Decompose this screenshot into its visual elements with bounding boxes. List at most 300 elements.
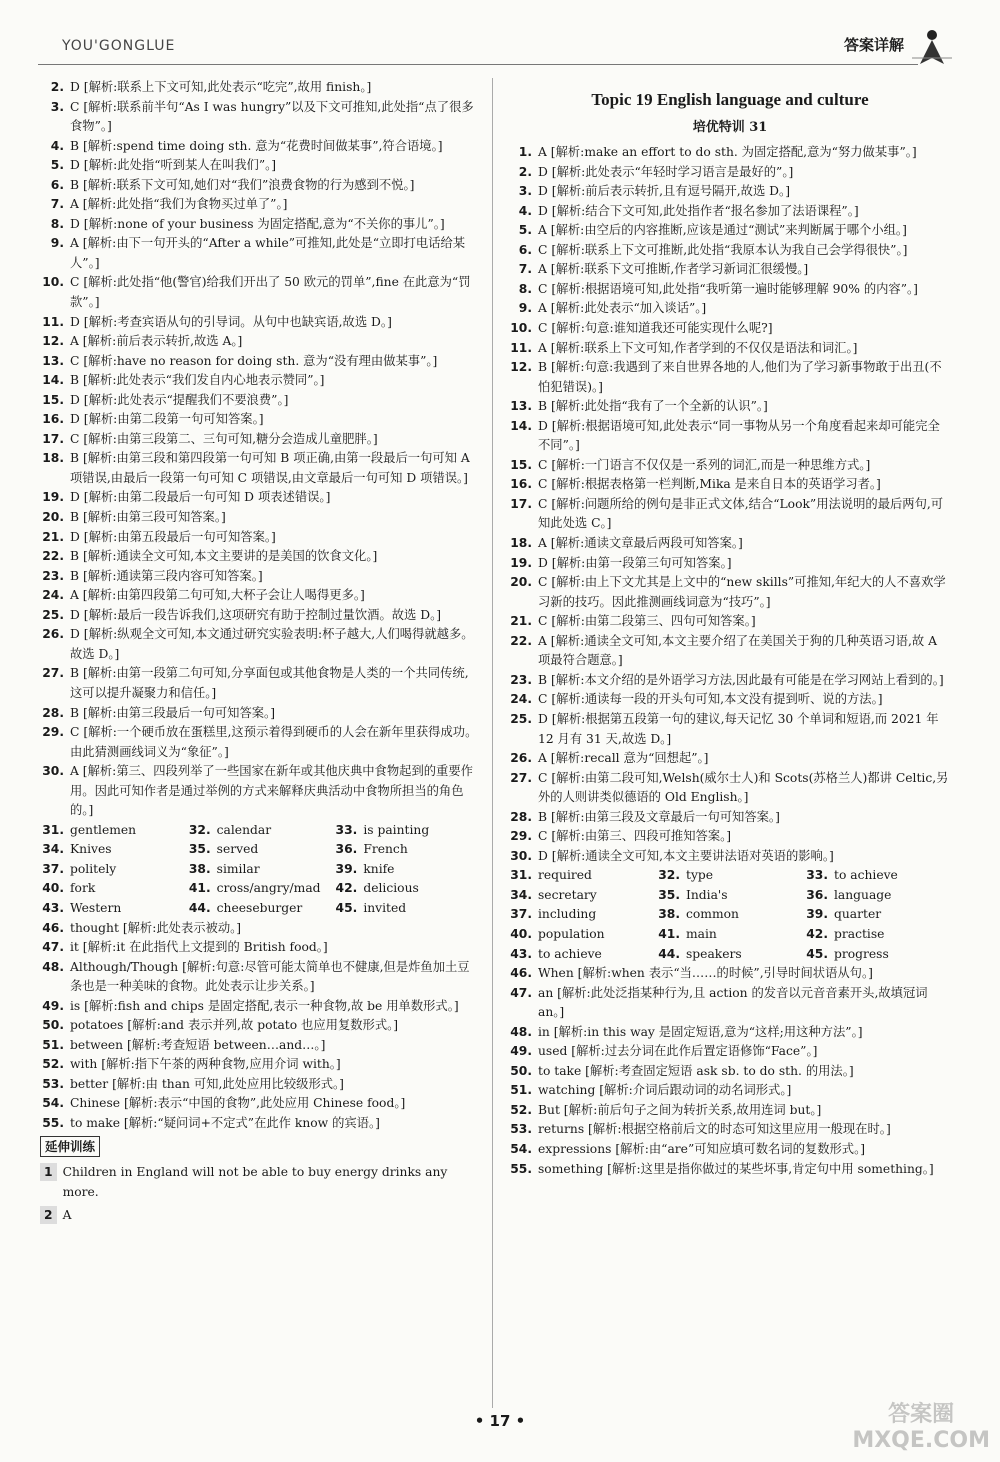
answer-number: 8. [518,281,532,296]
word-answer [508,886,656,906]
answer-word: fork [70,881,96,896]
answer-item [508,260,952,280]
answer-text: D [解析:此处表示“提醒我们不要浪费”。] [70,392,289,407]
extension-text: A [62,1208,72,1223]
answer-number: 26. [510,751,532,766]
answer-item [40,488,480,508]
answer-number: 51. [510,1083,532,1098]
column-divider [492,78,493,1408]
answer-number: 9. [50,236,64,251]
answer-item [508,690,952,710]
word-answer [508,866,656,886]
answer-number: 16. [42,412,64,427]
answer-word: invited [363,900,407,915]
answer-word: knife [363,861,395,876]
answer-number: 14. [42,373,64,388]
answer-number: 34. [42,842,64,857]
answer-number: 16. [510,477,532,492]
word-answer [40,860,187,880]
mascot-icon [912,28,952,68]
answer-number: 44. [658,946,680,961]
answer-item [40,156,480,176]
answer-number: 22. [42,549,64,564]
answer-item [508,534,952,554]
answer-text: A [解析:recall 意为“回想起”。] [538,751,709,766]
answer-number: 12. [510,360,532,375]
answer-text: A [解析:前后表示转折,故选 A。] [70,334,243,349]
answer-number: 6. [518,242,532,257]
answer-text: C [解析:句意:谁知道我还可能实现什么呢?] [538,321,773,336]
answer-number: 38. [658,907,680,922]
answer-number: 5. [50,158,64,173]
answer-text: D [解析:根据第五段第一句的建议,每天记忆 30 个单词和短语,而 2021 年 12 月有 31 天,故选 D。] [538,711,939,746]
answer-word: politely [70,861,117,876]
answer-word: speakers [686,946,742,961]
answer-number: 33. [806,868,828,883]
answer-text: A [解析:通读全文可知,本文主要介绍了在美国关于狗的几种英语习语,故 A 项最符合题意。] [538,633,937,668]
answer-number: 5. [518,223,532,238]
answer-number: 44. [188,900,211,915]
answer-word: population [538,926,605,941]
answer-number: 36. [335,842,358,857]
answer-number: 49. [510,1044,532,1059]
answer-number: 21. [42,529,64,544]
answer-item [40,195,480,215]
answer-item [40,567,480,587]
right-answer-list-2 [508,964,952,1179]
answer-text: C [解析:根据表格第一栏判断,Mika 是来自日本的英语学习者。] [538,477,881,492]
answer-text: C [解析:have no reason for doing sth. 意为“没有理由做某事”。] [70,353,438,368]
answer-item [40,78,480,98]
answer-item [508,1023,952,1043]
answer-item [508,241,952,261]
page-number: • 17 • [474,1412,526,1430]
answer-text: better [解析:由 than 可知,此处应用比较级形式。] [70,1076,344,1091]
answer-text: is [解析:fish and chips 是固定搭配,表示一种食物,故 be 用单数形式。] [70,998,459,1013]
left-column [40,78,480,1230]
answer-number: 23. [42,568,64,583]
word-answer [804,905,952,925]
answer-text: C [解析:由第三段第二、三句可知,糖分会造成儿童肥胖。] [70,431,378,446]
answer-item [508,280,952,300]
answer-item [508,710,952,749]
answer-number: 50. [510,1063,532,1078]
answer-number: 55. [42,1115,64,1130]
word-answer [508,925,656,945]
answer-item [508,495,952,534]
answer-text: B [解析:由第三段及文章最后一句可知答案。] [538,809,780,824]
answer-text: D [解析:由第一段第三句可知答案。] [538,555,732,570]
answer-number: 13. [510,399,532,414]
word-answer [40,821,187,841]
answer-number: 52. [42,1057,64,1072]
answer-word: main [686,926,717,941]
answer-item [40,430,480,450]
answer-text: between [解析:考查短语 between…and…。] [70,1037,326,1052]
answer-number: 36. [806,887,828,902]
answer-word: to achieve [834,868,898,883]
answer-word: Knives [70,842,112,857]
answer-item [508,1101,952,1121]
answer-item [40,1114,480,1134]
extension-item [40,1163,480,1202]
answer-item [508,163,952,183]
answer-text: D [解析:此处指“听到某人在叫我们”。] [70,158,277,173]
answer-number: 41. [188,881,211,896]
answer-number: 28. [42,705,64,720]
answer-text: C [解析:由第二段可知,Welsh(威尔士人)和 Scots(苏格兰人)都讲 Celtic,另外的人则讲类似德语的 Old English。] [538,770,949,805]
answer-number: 11. [42,314,64,329]
left-answer-list-2 [40,919,480,1134]
answer-item [508,632,952,671]
answer-number: 40. [510,926,532,941]
answer-text: D [解析:由第二段最后一句可知 D 项表述错误。] [70,490,331,505]
answer-number: 30. [510,848,532,863]
answer-text: watching [解析:介词后跟动词的动名词形式。] [538,1083,792,1098]
word-answer [187,899,334,919]
answer-item [508,612,952,632]
answer-number: 25. [42,607,64,622]
answer-item [40,449,480,488]
answer-number: 43. [42,900,64,915]
answer-word: practise [834,926,885,941]
answer-text: A [解析:由第四段第二句可知,大杯子会让人喝得更多。] [70,588,365,603]
extension-list [40,1163,480,1226]
answer-number: 8. [50,216,64,231]
answer-text: B [解析:本文介绍的是外语学习方法,因此最有可能是在学习网站上看到的。] [538,672,944,687]
word-answer [40,879,187,899]
answer-text: C [解析:联系上下文可推断,此处指“我原本认为我自己会学得很快”。] [538,242,908,257]
answer-text: D [解析:联系上下文可知,此处表示“吃完”,故用 finish。] [70,80,372,94]
answer-text: When [解析:when 表示“当……的时候”,引导时间状语从句。] [538,966,873,981]
answer-text: D [解析:前后表示转折,且有逗号隔开,故选 D。] [538,184,790,199]
answer-number: 51. [42,1037,64,1052]
right-answer-list [508,143,952,866]
answer-number: 4. [518,203,532,218]
answer-number: 52. [510,1102,532,1117]
watermark-line-1: 答案圈 [888,1402,955,1427]
answer-item [508,573,952,612]
answer-number: 26. [42,627,64,642]
answer-number: 31. [42,822,64,837]
answer-item [40,313,480,333]
answer-text: with [解析:指下午茶的两种食物,应用介词 with。] [70,1057,341,1072]
answer-text: D [解析:none of your business 为固定搭配,意为“不关你的事儿”。] [70,216,445,231]
answer-text: C [解析:一个硬币放在蛋糕里,这预示着得到硬币的人会在新年里获得成功。由此猜测画线词义为“象征”。] [70,725,478,759]
left-word-grid [40,821,480,919]
answer-number: 29. [42,725,64,740]
answer-text: Although/Though [解析:句意:尽管可能太简单也不健康,但是炸鱼加土豆条也是一种美味的食物。此处表示让步关系。] [70,959,470,994]
answer-text: C [解析:由第三、四段可推知答案。] [538,829,732,844]
answer-text: D [解析:最后一段告诉我们,这项研究有助于控制过量饮酒。故选 D。] [70,607,442,622]
answer-word: Western [70,900,122,915]
answer-item [508,456,952,476]
answer-item [508,847,952,867]
answer-number: 54. [42,1096,64,1111]
answer-text: B [解析:spend time doing sth. 意为“花费时间做某事”,符合语境。] [70,138,443,153]
answer-number: 3. [50,99,64,114]
answer-item [40,625,480,664]
watermark-line-2: MXQE.COM [852,1428,990,1453]
answer-item [40,1075,480,1095]
brand-name: YOU'GONGLUE [62,38,176,54]
answer-text: A [解析:make an effort to do sth. 为固定搭配,意为“努力做某事”。] [538,145,917,160]
answer-number: 40. [42,881,64,896]
answer-text: used [解析:过去分词在此作后置定语修饰“Face”。] [538,1044,818,1059]
answer-item [508,554,952,574]
answer-word: similar [216,861,260,876]
answer-item [40,234,480,273]
answer-item [508,769,952,808]
answer-text: to make [解析:“疑问词+不定式”在此作 know 的宾语。] [70,1115,380,1130]
answer-item [40,586,480,606]
word-answer [40,899,187,919]
answer-text: D [解析:考查宾语从句的引导词。从句中也缺宾语,故选 D。] [70,314,392,329]
section-subtitle: 培优特训 31 [692,119,768,135]
answer-item [40,176,480,196]
answer-number: 10. [42,275,64,290]
answer-number: 47. [42,940,64,955]
answer-text: B [解析:由第三段可知答案。] [70,510,226,525]
answer-number: 11. [510,340,532,355]
answer-item [508,397,952,417]
answer-text: B [解析:此处表示“我们发自内心地表示赞同”。] [70,373,325,388]
answer-word: delicious [363,881,419,896]
answer-number: 3. [518,184,532,199]
answer-item [508,339,952,359]
answer-word: is painting [363,822,430,837]
answer-item [40,215,480,235]
answer-number: 45. [806,946,828,961]
answer-item [508,358,952,397]
answer-number: 37. [42,861,64,876]
answer-text: B [解析:句意:我遇到了来自世界各地的人,他们为了学习新事物敢于出丑(不怕犯错误)。] [538,360,942,394]
answer-number: 54. [510,1141,532,1156]
word-answer [333,840,480,860]
answer-word: India's [686,887,728,902]
answer-item [40,547,480,567]
answer-number: 1. [518,145,532,160]
answer-number: 32. [188,822,211,837]
answer-number: 41. [658,926,680,941]
answer-number: 39. [806,907,828,922]
answer-text: Chinese [解析:表示“中国的食物”,此处应用 Chinese food。] [70,1096,406,1111]
extension-text: Children in England will not be able to buy energy drinks any more. [62,1165,448,1199]
answer-number: 12. [42,334,64,349]
word-answer [333,821,480,841]
answer-item [40,273,480,312]
answer-word: including [538,907,597,922]
answer-number: 32. [658,868,680,883]
answer-number: 2. [50,80,64,94]
answer-item [40,352,480,372]
topic-title: Topic 19 English language and culture [591,90,869,109]
left-answer-list [40,78,480,821]
answer-number: 17. [42,431,64,446]
answer-number: 7. [518,262,532,277]
word-answer [508,945,656,965]
word-answer [656,945,804,965]
answer-text: C [解析:此处指“他(警官)给我们开出了 50 欧元的罚单”,fine 在此意为“罚款”。] [70,275,471,310]
answer-number: 9. [518,301,532,316]
word-answer [656,905,804,925]
answer-text: in [解析:in this way 是固定短语,意为“这样;用这种方法”。] [538,1024,863,1039]
answer-text: B [解析:通读全文可知,本文主要讲的是美国的饮食文化。] [70,549,378,564]
answer-text: A [解析:通读文章最后两段可知答案。] [538,536,743,551]
answer-item [508,1042,952,1062]
watermark [852,1402,990,1454]
answer-item [508,319,952,339]
answer-word: cheeseburger [216,900,303,915]
answer-number: 24. [510,692,532,707]
answer-text: But [解析:前后句子之间为转折关系,故用连词 but。] [538,1102,822,1117]
answer-number: 10. [510,321,532,336]
answer-text: B [解析:由第一段第二句可知,分享面包或其他食物是人类的一个共同传统,这可以提升凝聚力和信任。] [70,666,469,700]
answer-item [40,704,480,724]
answer-text: something [解析:这里是指你做过的某些坏事,肯定句中用 something。] [538,1161,934,1176]
answer-text: A [解析:第三、四段列举了一些国家在新年或其他庆典中食物起到的重要作用。因此可知作者是通过举例的方式来解释庆典活动中食物所担当的角色的。] [70,764,473,818]
answer-text: B [解析:联系下文可知,她们对“我们”浪费食物的行为感到不悦。] [70,177,415,192]
answer-text: A [解析:此处表示“加入谈话”。] [538,301,707,316]
answer-number: 18. [42,451,64,466]
answer-number: 6. [50,177,64,192]
answer-item [40,606,480,626]
answer-number: 53. [510,1122,532,1137]
answer-item [40,1016,480,1036]
answer-number: 27. [510,770,532,785]
answer-item [40,508,480,528]
answer-number: 15. [42,392,64,407]
word-answer [656,925,804,945]
answer-item [508,1140,952,1160]
answer-item [40,410,480,430]
word-answer [333,879,480,899]
answer-number: 13. [42,353,64,368]
answer-item [508,221,952,241]
answer-item [508,417,952,456]
word-answer [804,866,952,886]
answer-number: 15. [510,457,532,472]
answer-number: 55. [510,1161,532,1176]
header-rule [38,64,918,65]
answer-text: D [解析:此处表示“年轻时学习语言是最好的”。] [538,164,794,179]
word-answer [656,866,804,886]
answer-text: expressions [解析:由“are”可知应填可数名词的复数形式。] [538,1141,866,1156]
answer-word: common [686,907,739,922]
answer-item [40,762,480,821]
answer-text: C [解析:通读每一段的开头句可知,本文没有提到听、说的方法。] [538,692,883,707]
answer-item [508,827,952,847]
answer-number: 47. [510,985,532,1000]
section-title: 答案详解 [843,36,904,54]
answer-word: language [834,887,892,902]
answer-number: 24. [42,588,64,603]
word-answer [804,925,952,945]
answer-number: 33. [335,822,358,837]
answer-item [508,299,952,319]
answer-text: B [解析:由第三段和第四段第一句可知 B 项正确,由第一段最后一句可知 A 项错误,由最后一段第一句可知 C 项错误,由文章最后一句可知 D 项错误。] [70,451,470,485]
answer-number: 17. [510,496,532,511]
answer-item [508,749,952,769]
answer-number: 50. [42,1018,64,1033]
extension-number: 2 [40,1206,57,1224]
answer-text: D [解析:由第五段最后一句可知答案。] [70,529,276,544]
answer-number: 21. [510,614,532,629]
word-answer [656,886,804,906]
answer-text: A [解析:由下一句开头的“After a while”可推知,此处是“立即打电话给某人”。] [70,236,466,270]
answer-item [40,332,480,352]
answer-text: potatoes [解析:and 表示并列,故 potato 也应用复数形式。] [70,1018,399,1033]
answer-item [40,391,480,411]
answer-number: 35. [188,842,211,857]
answer-text: D [解析:纵观全文可知,本文通过研究实验表明:杯子越大,人们喝得就越多。故选 D。] [70,627,474,661]
answer-number: 19. [510,555,532,570]
answer-number: 23. [510,672,532,687]
answer-number: 14. [510,418,532,433]
answer-text: an [解析:此处泛指某种行为,且 action 的发音以元音音素开头,故填冠词 an。] [538,985,928,1020]
answer-text: A [解析:联系上下文可知,作者学到的不仅仅是语法和词汇。] [538,340,858,355]
answer-number: 48. [42,959,64,974]
answer-text: D [解析:由第二段第一句可知答案。] [70,412,264,427]
answer-word: progress [834,946,889,961]
word-answer [804,945,952,965]
word-answer [804,886,952,906]
answer-number: 34. [510,887,532,902]
answer-number: 46. [510,966,532,981]
answer-number: 4. [50,138,64,153]
word-answer [508,905,656,925]
answer-item [508,1160,952,1180]
answer-word: calendar [216,822,272,837]
answer-number: 30. [42,764,64,779]
answer-number: 2. [518,164,532,179]
answer-item [508,475,952,495]
answer-item [40,997,480,1017]
answer-number: 20. [42,510,64,525]
answer-number: 18. [510,536,532,551]
answer-item [40,938,480,958]
answer-text: to take [解析:考查固定短语 ask sb. to do sth. 的用法。] [538,1063,854,1078]
answer-word: French [363,842,408,857]
answer-number: 38. [188,861,211,876]
answer-number: 49. [42,998,64,1013]
answer-text: D [解析:根据语境可知,此处表示“同一事物从另一个角度看起来却可能完全不同”。] [538,418,940,453]
answer-text: D [解析:通读全文可知,本文主要讲法语对英语的影响。] [538,848,834,863]
answer-number: 39. [335,861,358,876]
answer-number: 43. [510,946,532,961]
word-answer [187,860,334,880]
answer-item [40,1036,480,1056]
answer-item [508,808,952,828]
answer-text: it [解析:it 在此指代上文提到的 British food。] [70,940,328,955]
answer-number: 25. [510,711,532,726]
answer-item [508,1062,952,1082]
answer-number: 29. [510,829,532,844]
word-answer [187,879,334,899]
answer-word: type [686,868,714,883]
word-answer [187,840,334,860]
answer-item [40,137,480,157]
answer-text: B [解析:通读第三段内容可知答案。] [70,568,263,583]
answer-item [40,1055,480,1075]
answer-text: A [解析:联系下文可推断,作者学习新词汇很缓慢。] [538,262,809,277]
answer-number: 35. [658,887,680,902]
answer-text: B [解析:由第三段最后一句可知答案。] [70,705,275,720]
answer-number: 7. [50,197,64,212]
page-header [38,28,960,64]
answer-text: thought [解析:此处表示被动。] [70,920,242,935]
answer-text: C [解析:联系前半句“As I was hungry”以及下文可推知,此处指“点了很多食物”。] [70,99,474,134]
